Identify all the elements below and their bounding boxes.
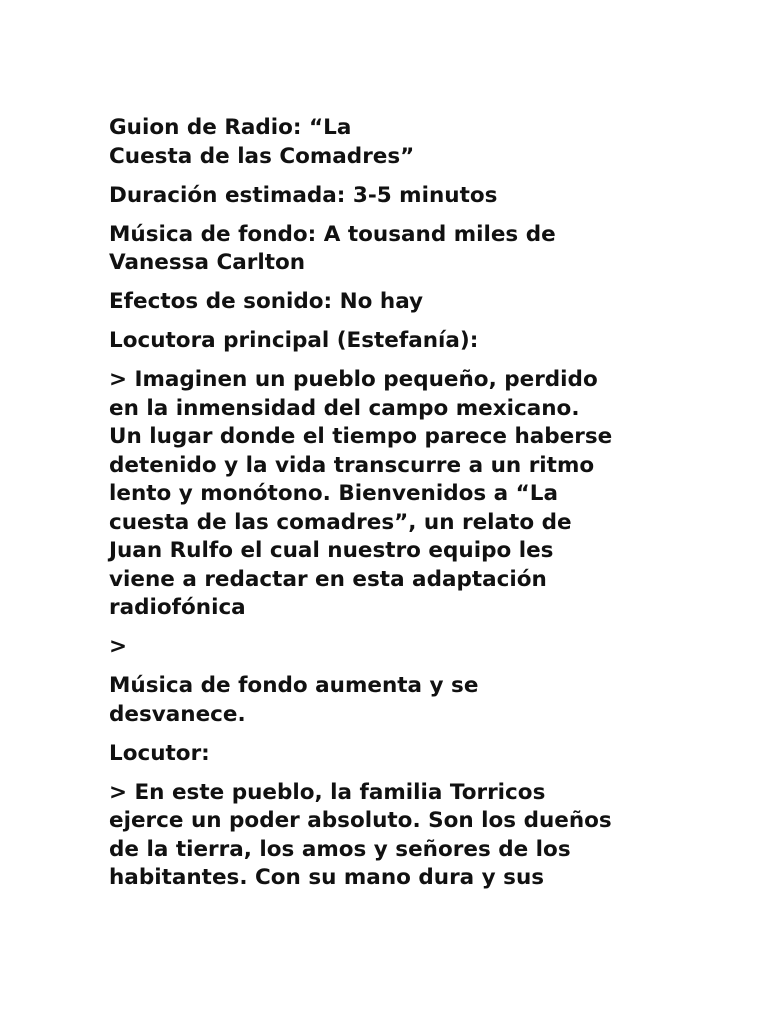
document-title: Guion de Radio: “La Cuesta de las Comadres”: [109, 115, 415, 169]
script-paragraph: >: [109, 634, 128, 659]
background-music-line: Música de fondo: A tousand miles de Vanessa Carlton: [109, 221, 556, 275]
sound-effects-line: Efectos de sonido: No hay: [109, 289, 424, 314]
script-paragraph: > En este pueblo, la familia Torricos ejerce un poder absoluto. Son los dueños de la tierra, los amos y señores de los habitantes. Con su mano dura y sus: [109, 779, 612, 890]
document-body: [109, 114, 669, 903]
stage-direction: Música de fondo aumenta y se desvanece.: [109, 673, 479, 727]
speaker-label: Locutor:: [109, 740, 210, 766]
duration-line: Duración estimada: 3-5 minutos: [109, 182, 498, 208]
script-paragraph: > Imaginen un pueblo pequeño, perdido en la inmensidad del campo mexicano. Un lugar donde el tiempo parece haberse detenido y la vida transcurre a un ritmo lento y monótono. Bienvenidos a “La cuesta de las comadres”, un relato de Juan Rulfo el cual nuestro equipo les viene a redactar en esta adaptación radiofónica: [109, 367, 613, 620]
speaker-label: Locutora principal (Estefanía):: [109, 328, 479, 353]
